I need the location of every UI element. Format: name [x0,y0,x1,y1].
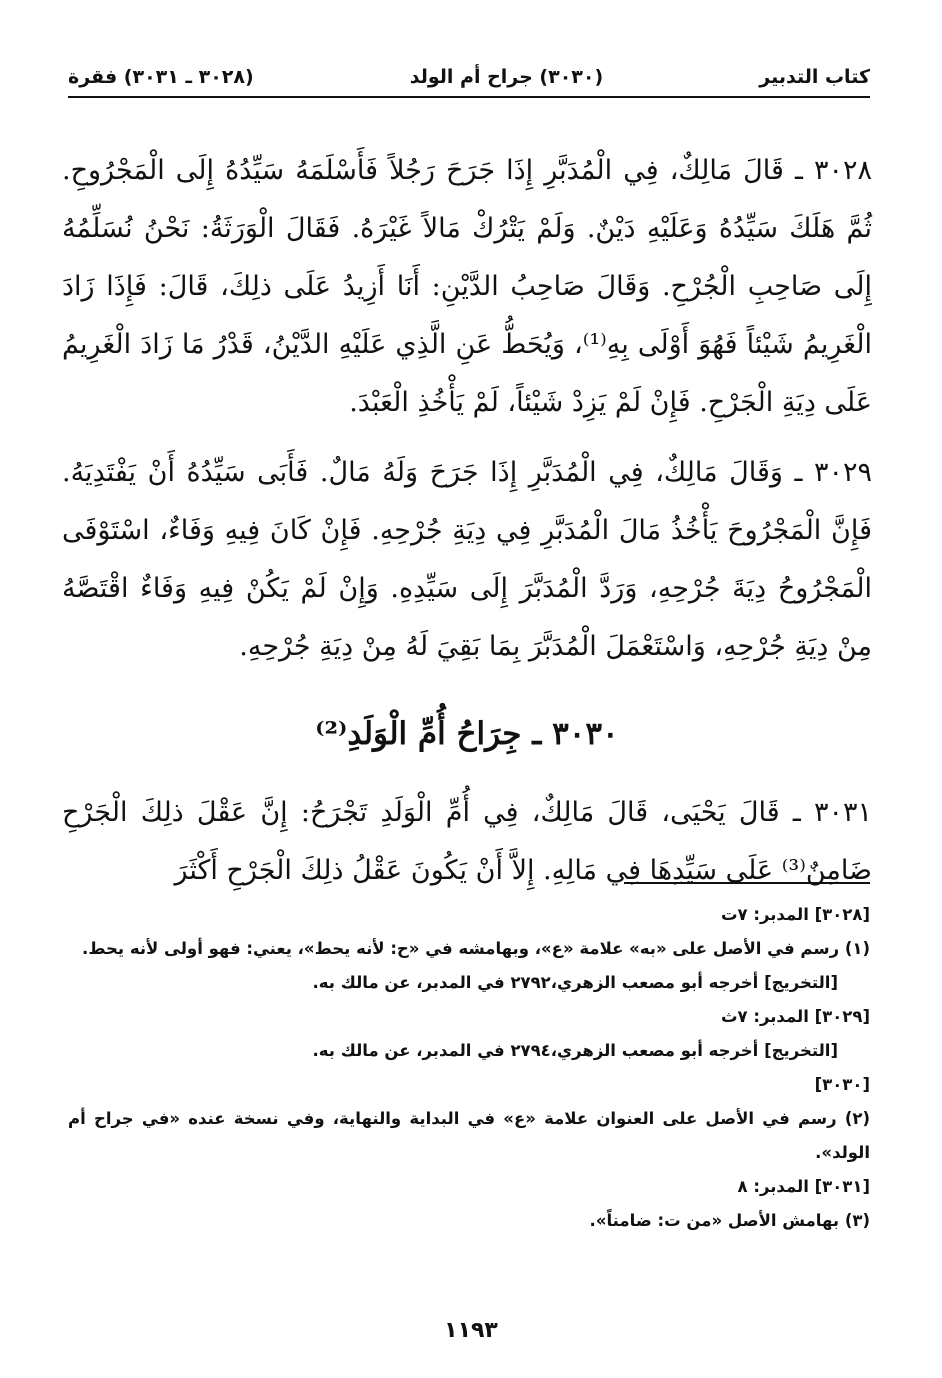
footnote-line: [٣٠٣١] المدبر: ٨ [737,1177,870,1196]
page-number: ١١٩٣ [444,1318,498,1343]
footnote-line: [٣٠٣٠] [814,1075,870,1094]
header-chapter-title: (٣٠٣٠) جراح أم الولد [409,66,604,88]
footnote-separator [624,882,870,884]
section-title: ٣٠٣٠ ـ جِرَاحُ أُمِّ الْوَلَدِ⁽²⁾ [315,716,619,752]
footnote-line: [التخريج] أخرجه أبو مصعب الزهري،٢٧٩٤ في المدبر، عن مالك به. [312,1041,838,1060]
footnote-line: (١) رسم في الأصل على «به» علامة «ع»، وبهامشه في «ح: لأنه يحط»، يعني: فهو أولى لأنه يحط. [82,939,870,958]
header-paragraph-range: (٣٠٢٨ ـ ٣٠٣١) فقرة [68,66,254,88]
footnote-line: [التخريج] أخرجه أبو مصعب الزهري،٢٧٩٢ في المدبر، عن مالك به. [312,973,838,992]
running-header [68,60,870,94]
header-rule [68,96,870,98]
footnotes [68,898,870,1238]
main-text [62,142,872,900]
footnote-line: (٢) رسم في الأصل على العنوان علامة «ع» في البداية والنهاية، وفي نسخة عنده «في جراح أم الولد». [68,1109,870,1162]
footnote-line: (٣) بهامش الأصل «من ت: ضامناً». [589,1211,870,1230]
paragraph-3031: ٣٠٣١ ـ قَالَ يَحْيَى، قَالَ مَالِكٌ، فِي أُمِّ الْوَلَدِ تَجْرَحُ: إِنَّ عَقْلَ ذلِكَ الْجَرْحِ ضَامِنٌ⁽³⁾ عَلَى سَيِّدِهَا فِي مَالِهِ. إِلاَّ أَنْ يَكُونَ عَقْلُ ذلِكَ الْجَرْحِ أَكْثَرَ [62,797,872,886]
footnote-line: [٣٠٢٨] المدبر: ٧ت [720,905,870,924]
paragraph-3028: ٣٠٢٨ ـ قَالَ مَالِكٌ، فِي الْمُدَبَّرِ إِذَا جَرَحَ رَجُلاً فَأَسْلَمَهُ سَيِّدُهُ إِلَى الْمَجْرُوحِ. ثُمَّ هَلَكَ سَيِّدُهُ وَعَلَيْهِ دَيْنٌ. وَلَمْ يَتْرُكْ مَالاً غَيْرَهُ. فَقَالَ الْوَرَثَةُ: نَحْنُ نُسَلِّمُهُ إِلَى صَاحِبِ الْجُرْحِ. وَقَالَ صَاحِبُ الدَّيْنِ: أَنَا أَزِيدُ عَلَى ذلِكَ، قَالَ: فَإِذَا زَادَ الْغَرِيمُ شَيْئاً فَهُوَ أَوْلَى بِهِ⁽¹⁾، وَيُحَطُّ عَنِ الَّذِي عَلَيْهِ الدَّيْنُ، قَدْرُ مَا زَادَ الْغَرِيمُ عَلَى دِيَةِ الْجَرْحِ. فَإِنْ لَمْ يَزِدْ شَيْئاً، لَمْ يَأْخُذِ الْعَبْدَ. [62,155,872,418]
footnote-line: [٣٠٢٩] المدبر: ٧ث [720,1007,870,1026]
paragraph-3029: ٣٠٢٩ ـ وَقَالَ مَالِكٌ، فِي الْمُدَبَّرِ إِذَا جَرَحَ وَلَهُ مَالٌ. فَأَبَى سَيِّدُهُ أَنْ يَفْتَدِيَهُ. فَإِنَّ الْمَجْرُوحَ يَأْخُذُ مَالَ الْمُدَبَّرِ فِي دِيَةِ جُرْحِهِ. فَإِنْ كَانَ فِيهِ وَفَاءٌ، اسْتَوْفَى الْمَجْرُوحُ دِيَةَ جُرْحِهِ، وَرَدَّ الْمُدَبَّرَ إِلَى سَيِّدِهِ. وَإِنْ لَمْ يَكُنْ فِيهِ وَفَاءٌ اقْتَصَّهُ مِنْ دِيَةِ جُرْحِهِ، وَاسْتَعْمَلَ الْمُدَبَّرَ بِمَا بَقِيَ لَهُ مِنْ دِيَةِ جُرْحِهِ. [62,457,872,662]
header-book-title: كتاب التدبير [759,66,870,88]
